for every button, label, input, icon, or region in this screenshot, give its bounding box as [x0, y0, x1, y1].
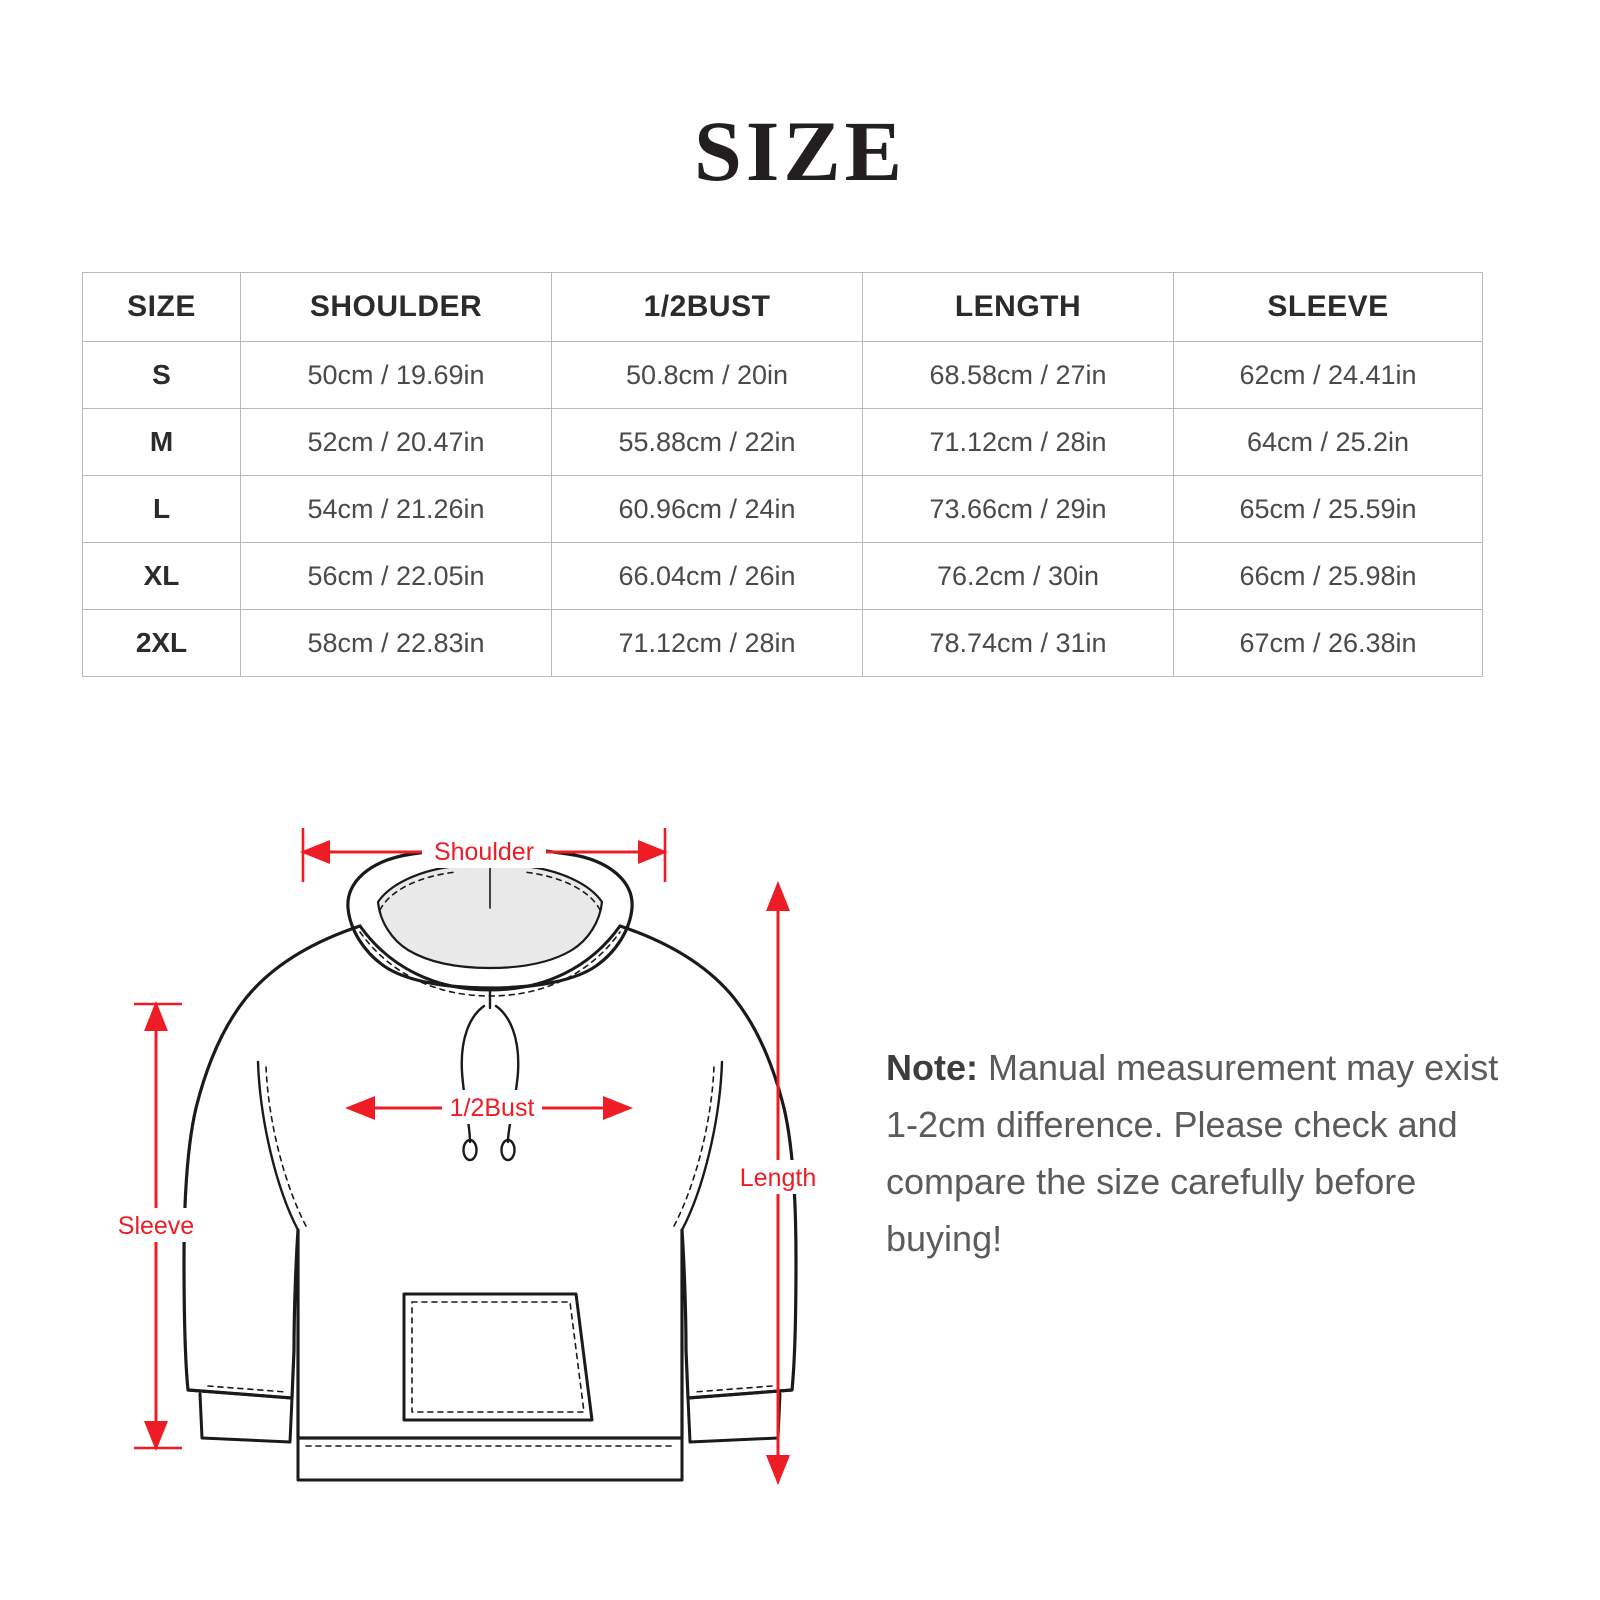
- table-row: [83, 342, 1483, 409]
- cell-sleeve: 64cm / 25.2in: [1174, 409, 1483, 476]
- cell-size: S: [83, 342, 241, 409]
- label-bust: 1/2Bust: [449, 1094, 535, 1122]
- column-header-bust: 1/2BUST: [552, 273, 863, 342]
- size-chart-table: [82, 272, 1483, 677]
- column-header-shoulder: SHOULDER: [241, 273, 552, 342]
- measurement-note: [886, 1040, 1526, 1268]
- label-shoulder: Shoulder: [433, 838, 535, 866]
- hoodie-illustration: [184, 846, 796, 1480]
- table-header-row: [83, 273, 1483, 342]
- cell-sleeve: 66cm / 25.98in: [1174, 543, 1483, 610]
- cell-shoulder: 50cm / 19.69in: [241, 342, 552, 409]
- cell-bust: 66.04cm / 26in: [552, 543, 863, 610]
- cell-shoulder: 58cm / 22.83in: [241, 610, 552, 677]
- cell-sleeve: 65cm / 25.59in: [1174, 476, 1483, 543]
- label-length: Length: [739, 1164, 817, 1192]
- cell-shoulder: 56cm / 22.05in: [241, 543, 552, 610]
- cell-size: L: [83, 476, 241, 543]
- cell-bust: 55.88cm / 22in: [552, 409, 863, 476]
- table-row: [83, 409, 1483, 476]
- label-sleeve: Sleeve: [117, 1212, 195, 1240]
- cell-bust: 71.12cm / 28in: [552, 610, 863, 677]
- table-row: [83, 543, 1483, 610]
- cell-size: XL: [83, 543, 241, 610]
- cell-shoulder: 52cm / 20.47in: [241, 409, 552, 476]
- cell-length: 68.58cm / 27in: [863, 342, 1174, 409]
- cell-shoulder: 54cm / 21.26in: [241, 476, 552, 543]
- note-prefix: Note:: [886, 1047, 978, 1088]
- table-row: [83, 476, 1483, 543]
- column-header-sleeve: SLEEVE: [1174, 273, 1483, 342]
- cell-sleeve: 62cm / 24.41in: [1174, 342, 1483, 409]
- cell-length: 71.12cm / 28in: [863, 409, 1174, 476]
- cell-bust: 60.96cm / 24in: [552, 476, 863, 543]
- cell-bust: 50.8cm / 20in: [552, 342, 863, 409]
- column-header-size: SIZE: [83, 273, 241, 342]
- note-text: Manual measurement may exist 1-2cm difference. Please check and compare the size carefully before buying!: [886, 1047, 1499, 1259]
- measurement-diagram: [60, 790, 880, 1510]
- cell-size: 2XL: [83, 610, 241, 677]
- cell-size: M: [83, 409, 241, 476]
- cell-length: 78.74cm / 31in: [863, 610, 1174, 677]
- page-title: SIZE: [693, 103, 907, 199]
- column-header-length: LENGTH: [863, 273, 1174, 342]
- cell-length: 76.2cm / 30in: [863, 543, 1174, 610]
- table-row: [83, 610, 1483, 677]
- cell-length: 73.66cm / 29in: [863, 476, 1174, 543]
- cell-sleeve: 67cm / 26.38in: [1174, 610, 1483, 677]
